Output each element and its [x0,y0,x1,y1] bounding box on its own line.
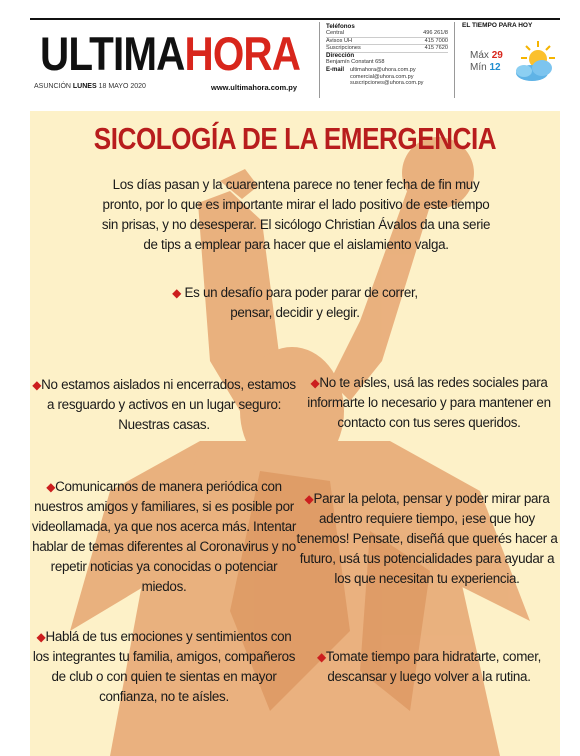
diamond-bullet-icon: ◆ [32,378,42,392]
min-temp [470,62,501,73]
phone-label: Avisos UH [326,37,353,44]
dateline [34,83,146,90]
phone-label: Central [326,30,345,37]
tip-item [294,489,560,589]
max-temp [470,50,503,61]
phone-row [326,38,448,45]
phone-number: 415 7620 [424,45,448,52]
email-label: E-mail [326,67,345,74]
tip-item [30,477,298,597]
diamond-bullet-icon: ◆ [172,286,182,300]
tip-item [30,375,298,435]
max-value: 29 [491,50,503,61]
phone-row [326,30,448,37]
tip-text: No estamos aislados ni encerrados, estamos a resguardo y activos en un lugar seguro: Nuestras casas. [41,377,296,432]
sun-cloud-icon [510,38,560,88]
tip-text: Es un desafío para poder parar de correr, pensar, decidir y elegir. [184,285,418,320]
tip-item [150,283,440,323]
tip-item [30,627,298,707]
tip-text: Hablá de tus emociones y sentimientos con los integrantes tu familia, amigos, compañeros de club o con quien te sientas en mayor confianza, no te aísles. [32,629,296,704]
tip-item [298,373,560,433]
tip-text: Tomate tiempo para hidratarte, comer, descansar y luego volver a la rutina. [325,649,542,684]
article-intro: Los días pasan y la cuarentena parece no tener fecha de fin muy pronto, por lo que es importante mirar el lado positivo de este tiempo sin prisas, y no desesperar. El sicólogo Christian Ávalos da una serie de tips a emplear para hacer que el aislamiento valga. [101,177,491,252]
diamond-bullet-icon: ◆ [46,480,56,494]
article-panel [30,111,560,756]
email-link[interactable]: ultimahora@uhora.com.py [350,67,416,74]
masthead [30,18,560,100]
article-title: SICOLOGÍA DE LA EMERGENCIA [93,121,497,156]
phone-label: Suscripciones [326,45,361,52]
brand-logo[interactable] [40,26,300,82]
email-link[interactable]: comercial@uhora.com.py [350,73,414,80]
diamond-bullet-icon: ◆ [310,376,320,390]
min-value: 12 [489,62,501,73]
phone-number: 496 261/8 [423,30,448,37]
city: ASUNCIÓN [34,83,71,90]
address-heading: Dirección [326,51,355,59]
diamond-bullet-icon: ◆ [36,630,46,644]
email-block [326,67,448,86]
min-label: Mín [470,62,487,73]
brand-part-2: HORA [184,27,301,80]
tip-text: No te aísles, usá las redes sociales para informarte lo necesario y para mantener en contacto con tus seres queridos. [307,375,551,430]
weather-box [462,22,560,98]
email-link[interactable]: suscripciones@uhora.com.py [350,80,424,87]
tip-text: Parar la pelota, pensar y poder mirar para adentro requiere tiempo, ¡ese que hoy tenemos! Pensate, diseñá que querés hacer a futuro, usá tus potencialidades para ayudar a los que necesitan tu experiencia. [296,491,558,586]
contacts-box [319,22,455,98]
diamond-bullet-icon: ◆ [304,492,314,506]
tip-text: Comunicarnos de manera periódica con nuestros amigos y familiares, si es posible por videollamada, ya que nos acerca más. Intentar hablar de temas diferentes al Coronavirus y no repetir noticias ya conocidas o potenciar miedos. [31,479,297,594]
phone-number: 415 7000 [424,37,448,44]
tip-item [298,647,560,687]
weekday: LUNES [72,83,97,90]
max-label: Máx [470,50,489,61]
date: 18 MAYO 2020 [98,83,146,90]
website-link[interactable]: www.ultimahora.com.py [211,83,297,92]
brand-part-1: ULTIMA [40,27,185,80]
phones-heading: Teléfonos [326,23,355,30]
weather-title: EL TIEMPO PARA HOY [462,22,533,29]
address: Benjamín Constant 658 [326,59,385,66]
diamond-bullet-icon: ◆ [316,650,326,664]
